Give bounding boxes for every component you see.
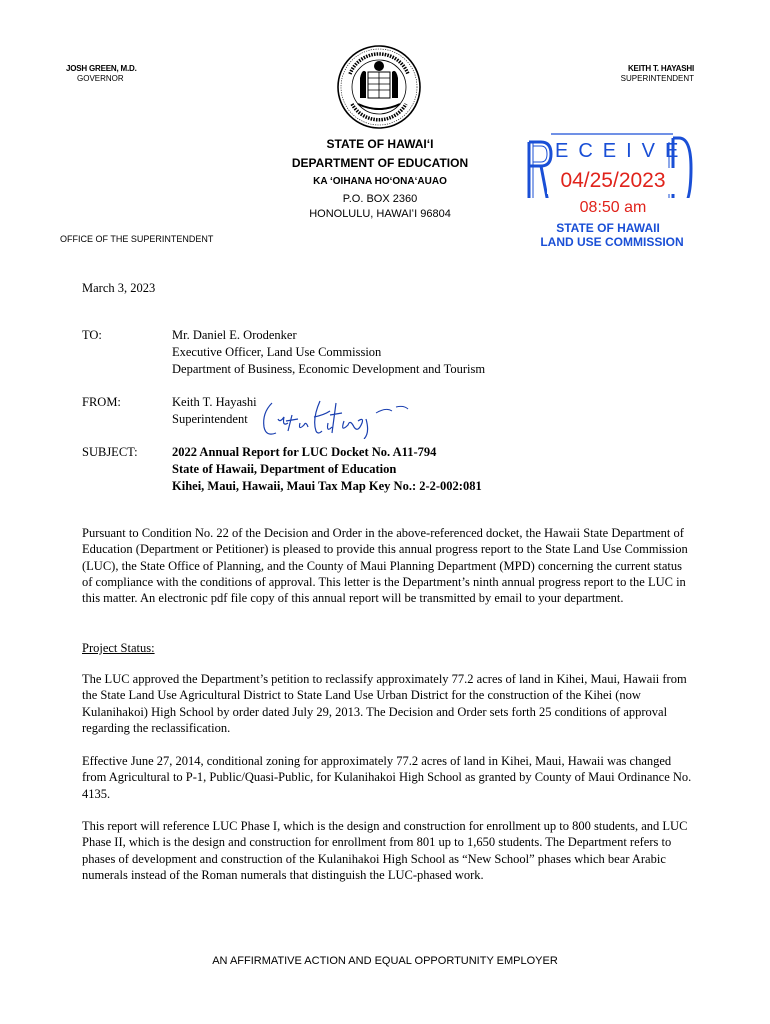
to-label: TO: (82, 328, 102, 342)
to-line: Department of Business, Economic Development and Tourism (172, 362, 486, 376)
signature-icon (258, 393, 413, 439)
to-line: Mr. Daniel E. Orodenker (172, 328, 297, 342)
letter-date: March 3, 2023 (82, 281, 156, 295)
governor-title: GOVERNOR (77, 74, 124, 83)
stamp-time: 08:50 am (579, 199, 647, 216)
po-box: P.O. BOX 2360 (342, 193, 418, 205)
department-heading: DEPARTMENT OF EDUCATION (291, 156, 469, 170)
body-paragraph-phases: This report will reference LUC Phase I, which is the design and construction for enrollment up to 800 students, and LUC Phase II, which is the design and construction for enrollment from 801 up to 1,650 students. The Department refers to phases of development and construction of the Kulanihakoi High School as “New School” phases which bear Arabic numerals instead of the Roman numerals that distinguish the LUC-phased work. (82, 819, 688, 882)
received-stamp (523, 128, 693, 250)
governor-name: JOSH GREEN, M.D. (66, 64, 137, 73)
body-paragraph-intro: Pursuant to Condition No. 22 of the Decision and Order in the above-referenced docket, the Hawaii State Department of Education (Department or Petitioner) is pleased to provide this annual progress report to the State Land Use Commission (LUC), the State Office of Planning, and the County of Maui Planning Department (MPD) concerning the current status of compliance with the conditions of approval. This letter is the Department’s ninth annual progress report to the LUC in this matter. An electronic pdf file copy of this annual report will be transmitted by email to your department. (82, 526, 688, 606)
from-line: Keith T. Hayashi (172, 395, 257, 409)
subject-line: 2022 Annual Report for LUC Docket No. A11-794 (172, 445, 437, 459)
office-label: OFFICE OF THE SUPERINTENDENT (60, 234, 214, 244)
footer-employer-statement: AN AFFIRMATIVE ACTION AND EQUAL OPPORTUNITY EMPLOYER (212, 955, 558, 967)
stamp-date: 04/25/2023 (547, 168, 679, 194)
stamp-line-state: STATE OF HAWAII (556, 221, 660, 235)
received-letters: ECEIVE (555, 140, 689, 162)
stamp-line-commission: LAND USE COMMISSION (540, 235, 684, 249)
subject-label: SUBJECT: (82, 445, 138, 459)
hawaiian-department-name: KA ʻOIHANA HOʻONAʻAUAO (313, 176, 447, 187)
body-paragraph-zoning: Effective June 27, 2014, conditional zoning for approximately 77.2 acres of land in Kihei, Maui, Hawaii was changed from Agricultural to P-1, Public/Quasi-Public, for Kulanihakoi High School as granted by County of Maui Ordinance No. 4135. (82, 754, 692, 801)
city-address: HONOLULU, HAWAIʻI 96804 (309, 208, 451, 220)
body-paragraph-approval: The LUC approved the Department’s petition to reclassify approximately 77.2 acres of land in Kihei, Maui, Hawaii from the State Land Use Agricultural District to State Land Use Urban District for the construction of the Kihei (now Kulanihakoi) High School by order dated July 29, 2013. The Decision and Order sets forth 25 conditions of approval regarding the reclassification. (82, 672, 687, 735)
from-label: FROM: (82, 395, 121, 409)
project-status-heading: Project Status: (82, 641, 155, 655)
superintendent-name: KEITH T. HAYASHI (627, 64, 694, 73)
from-line: Superintendent (172, 412, 248, 426)
to-line: Executive Officer, Land Use Commission (172, 345, 382, 359)
state-seal-icon (336, 44, 422, 130)
state-heading: STATE OF HAWAIʻI (326, 137, 434, 151)
subject-line: Kihei, Maui, Hawaii, Maui Tax Map Key No.: 2-2-002:081 (172, 479, 482, 493)
superintendent-title: SUPERINTENDENT (620, 74, 694, 83)
subject-line: State of Hawaii, Department of Education (172, 462, 397, 476)
